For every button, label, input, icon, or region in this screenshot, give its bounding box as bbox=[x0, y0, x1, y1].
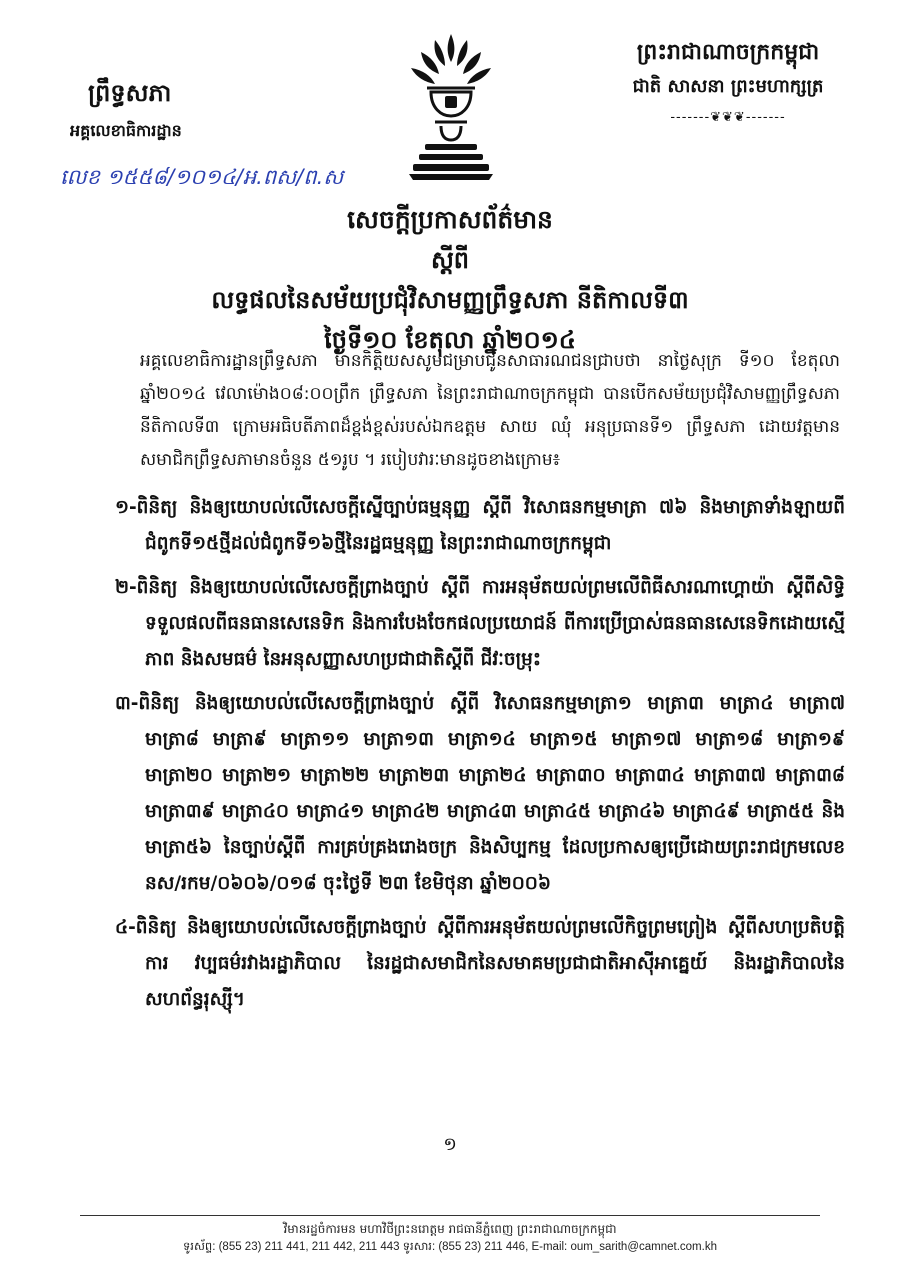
kingdom-block bbox=[608, 38, 848, 125]
senate-emblem-icon bbox=[405, 32, 497, 182]
secretariat-name: អគ្គលេខាធិការដ្ឋាន bbox=[70, 121, 182, 140]
agenda-list bbox=[115, 490, 845, 1026]
footer bbox=[80, 1220, 820, 1256]
title-line-4: ថ្ងៃទី១០ ខែតុលា ឆ្នាំ២០១៤ bbox=[324, 326, 576, 354]
agenda-item-2: ២-ពិនិត្យ និងឲ្យយោបល់លើសេចក្ដីព្រាងច្បាប់ ស្ដីពី ការអនុម័តយល់ព្រមលើពិធីសារណាហ្គោយ៉ា ស្ដីពីសិទ្ធិទទួលផលពីធនធានសេនេទិក និងការបែងចែកផលប្រយោជន៍ ពីការប្រើប្រាស់ធនធានសេនេទិកដោយស្មើភាព និងសមធម៌ នៃអនុសញ្ញាសហប្រជាជាតិស្ដីពី ជីវៈចម្រុះ bbox=[115, 577, 845, 670]
senate-name: ព្រឹទ្ធសភា bbox=[88, 79, 172, 107]
footer-contacts: ទូរស័ព្ទ: (855 23) 211 441, 211 442, 211 443 ទូរសារ: (855 23) 211 446, E-mail: oum_sarith@camnet.com.kh bbox=[183, 1241, 717, 1253]
agenda-item-1: ១-ពិនិត្យ និងឲ្យយោបល់លើសេចក្ដីស្នើច្បាប់ធម្មនុញ្ញ ស្ដីពី វិសោធនកម្មមាត្រា ៧៦ និងមាត្រាទាំងឡាយពីជំពូកទី១៥ថ្មីដល់ជំពូកទី១៦ថ្មីនៃរដ្ឋធម្មនុញ្ញ នៃព្រះរាជាណាចក្រកម្ពុជា bbox=[115, 497, 845, 554]
footer-address: វិមានរដ្ឋចំការមន មហាវិថីព្រះនរោត្ដម រាជធានីភ្នំពេញ ព្រះរាជាណាចក្រកម្ពុជា bbox=[283, 1222, 617, 1236]
national-motto: ជាតិ សាសនា ព្រះមហាក្សត្រ bbox=[632, 76, 824, 97]
footer-divider bbox=[80, 1215, 820, 1216]
agenda-item-3: ៣-ពិនិត្យ និងឲ្យយោបល់លើសេចក្ដីព្រាងច្បាប់ ស្ដីពី វិសោធនកម្មមាត្រា១ មាត្រា៣ មាត្រា៤ មាត្រា៧ មាត្រា៨ មាត្រា៩ មាត្រា១១ មាត្រា១៣ មាត្រា១៤ មាត្រា១៥ មាត្រា១៧ មាត្រា១៨ មាត្រា១៩ មាត្រា២០ មាត្រា២១ មាត្រា២២ មាត្រា២៣ មាត្រា២៤ មាត្រា៣០ មាត្រា៣៤ មាត្រា៣៧ មាត្រា៣៨ មាត្រា៣៩ មាត្រា៤០ មាត្រា៤១ មាត្រា៤២ មាត្រា៤៣ មាត្រា៤៥ មាត្រា៤៦ មាត្រា៤៩ មាត្រា៥៥ និងមាត្រា៥៦ នៃច្បាប់ស្ដីពី ការគ្រប់គ្រងរោងចក្រ និងសិប្បកម្ម ដែលប្រកាសឲ្យប្រើដោយព្រះរាជក្រមលេខ នស/រកម/០៦០៦/០១៨ ចុះថ្ងៃទី ២៣ ខែមិថុនា ឆ្នាំ២០០៦ bbox=[115, 693, 845, 894]
title-line-3: លទ្ធផលនៃសម័យប្រជុំវិសាមញ្ញព្រឹទ្ធសភា នីតិកាលទី៣ bbox=[211, 286, 689, 314]
title-line-1: សេចក្ដីប្រកាសព័ត៌មាន bbox=[347, 205, 553, 234]
motto-ornament: -------❦❦❦------- bbox=[670, 110, 786, 125]
document-title bbox=[60, 200, 840, 360]
title-line-2: ស្ដីពី bbox=[430, 246, 470, 274]
reference-number: លេខ ១៥៥៨/១០១៤/អ.ពស/ព.ស bbox=[60, 165, 344, 189]
issuer-block bbox=[70, 78, 240, 142]
agenda-item-4: ៤-ពិនិត្យ និងឲ្យយោបល់លើសេចក្ដីព្រាងច្បាប់ ស្ដីពីការអនុម័តយល់ព្រមលើកិច្ចព្រមព្រៀង ស្ដីពីសហប្រតិបត្តិការ វប្បធម៌រវាងរដ្ឋាភិបាល នៃរដ្ឋជាសមាជិកនៃសមាគមប្រជាជាតិអាស៊ីអាគ្នេយ៍ និងរដ្ឋាភិបាលនៃសហព័ន្ធរុស្ស៊ី។ bbox=[115, 917, 845, 1010]
intro-paragraph: អគ្គលេខាធិការដ្ឋានព្រឹទ្ធសភា មានកិត្តិយសសូមជម្រាបជូនសាធារណជនជ្រាបថា នាថ្ងៃសុក្រ ទី១០ ខែតុលា ឆ្នាំ២០១៤ វេលាម៉ោង០៨:០០ព្រឹក ព្រឹទ្ធសភា នៃព្រះរាជាណាចក្រកម្ពុជា បានបើកសម័យប្រជុំវិសាមញ្ញព្រឹទ្ធសភា នីតិកាលទី៣ ក្រោមអធិបតីភាពដ៏ខ្ពង់ខ្ពស់របស់ឯកឧត្ដម សាយ ឈុំ អនុប្រធានទី១ ព្រឹទ្ធសភា ដោយវត្តមានសមាជិកព្រឹទ្ធសភាមានចំនួន ៥១រូប ។ របៀបវារៈមានដូចខាងក្រោម៖ bbox=[140, 351, 840, 470]
kingdom-name: ព្រះរាជាណាចក្រកម្ពុជា bbox=[636, 40, 820, 65]
page-number: ១ bbox=[443, 1134, 457, 1155]
